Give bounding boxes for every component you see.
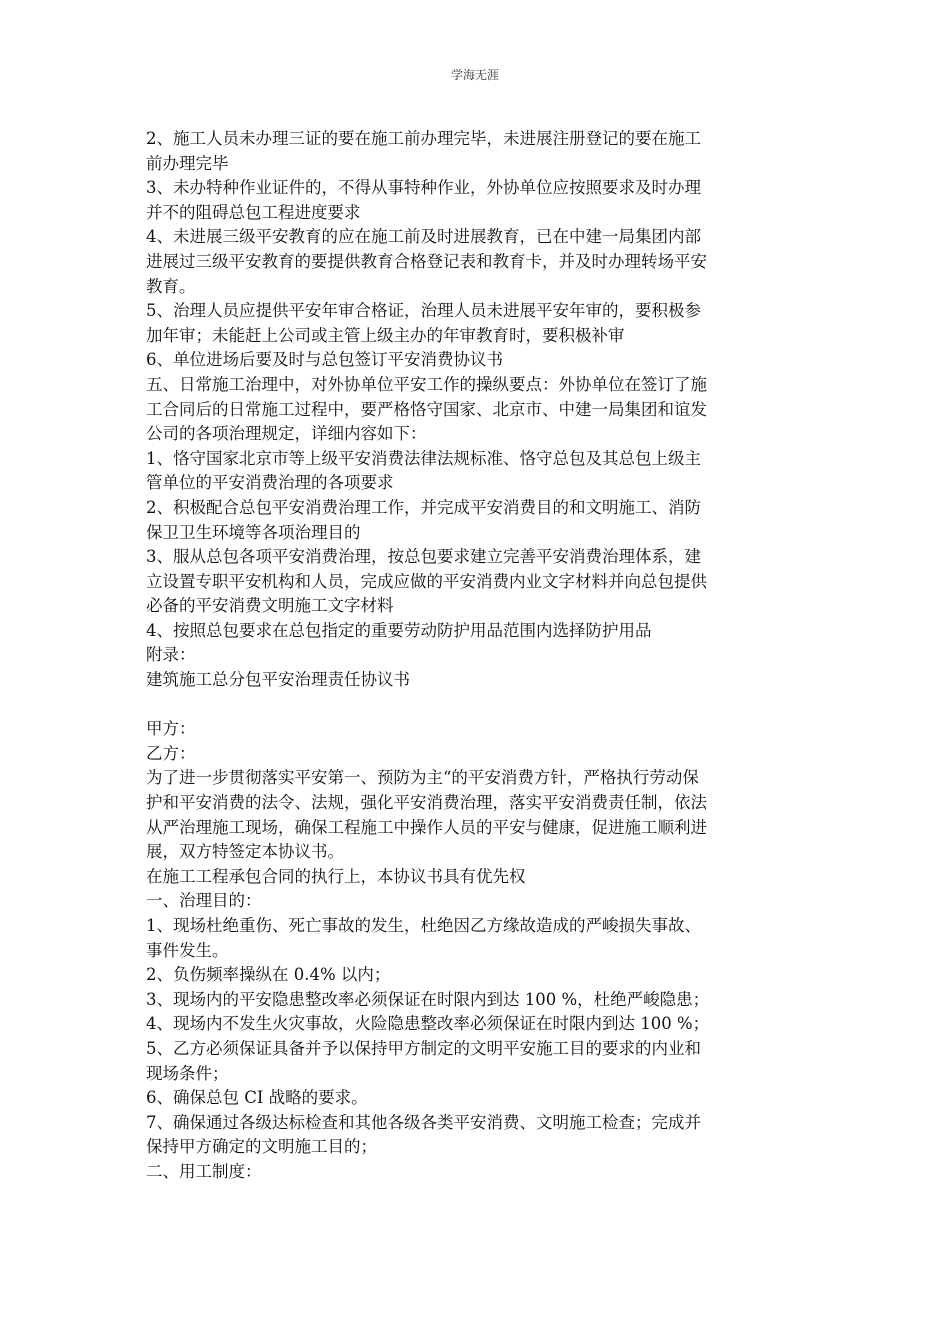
blank-line <box>146 693 826 718</box>
text-line: 展，双方特签定本协议书。 <box>146 842 344 862</box>
text-line: 1、恪守国家北京市等上级平安消费法律法规标准、恪守总包及其总包上级主 <box>146 448 701 468</box>
text-line: 乙方： <box>146 743 196 763</box>
text-line: 2、负伤频率操纵在 0.4% 以内； <box>146 965 391 985</box>
text-line: 从严治理施工现场，确保工程施工中操作人员的平安与健康，促进施工顺利进 <box>146 817 707 837</box>
text-line: 二、用工制度： <box>146 1161 262 1181</box>
page-header: 学海无涯 <box>450 68 499 82</box>
text-line: 保卫卫生环境等各项治理目的 <box>146 522 361 542</box>
text-line: 3、未办特种作业证件的，不得从事特种作业，外协单位应按照要求及时办理 <box>146 178 701 198</box>
text-line: 事件发生。 <box>146 940 229 960</box>
text-line: 3、服从总包各项平安消费治理，按总包要求建立完善平安消费治理体系，建 <box>146 547 701 567</box>
text-line: 一、治理目的： <box>146 891 262 911</box>
text-line: 5、治理人员应提供平安年审合格证，治理人员未进展平安年审的，要积极参 <box>146 301 701 321</box>
text-line: 6、确保总包 CI 战略的要求。 <box>146 1088 368 1108</box>
text-line: 工合同后的日常施工过程中，要严格恪守国家、北京市、中建一局集团和谊发 <box>146 399 707 419</box>
text-line: 公司的各项治理规定，详细内容如下： <box>146 424 427 444</box>
text-line: 6、单位进场后要及时与总包签订平安消费协议书 <box>146 350 503 370</box>
text-line: 进展过三级平安教育的要提供教育合格登记表和教育卡，并及时办理转场平安 <box>146 251 707 271</box>
text-line: 前办理完毕 <box>146 153 229 173</box>
text-line: 必备的平安消费文明施工文字材料 <box>146 596 394 616</box>
text-line: 附录： <box>146 645 196 665</box>
text-line: 7、确保通过各级达标检查和其他各级各类平安消费、文明施工检查；完成并 <box>146 1112 701 1132</box>
text-line: 4、现场内不发生火灾事故，火险隐患整改率必须保证在时限内到达 100 %； <box>146 1014 710 1034</box>
text-line: 管单位的平安消费治理的各项要求 <box>146 473 394 493</box>
text-line: 在施工工程承包合同的执行上，本协议书具有优先权 <box>146 866 526 886</box>
text-line: 教育。 <box>146 276 196 296</box>
text-line: 加年审；未能赶上公司或主管上级主办的年审教育时，要积极补审 <box>146 325 625 345</box>
text-line: 建筑施工总分包平安治理责任协议书 <box>146 670 410 690</box>
text-line: 4、按照总包要求在总包指定的重要劳动防护用品范围内选择防护用品 <box>146 620 652 640</box>
text-line: 五、日常施工治理中，对外协单位平安工作的操纵要点：外协单位在签订了施 <box>146 374 707 394</box>
document-body <box>146 127 826 1185</box>
text-line: 4、未进展三级平安教育的应在施工前及时进展教育，已在中建一局集团内部 <box>146 227 701 247</box>
text-line: 2、施工人员未办理三证的要在施工前办理完毕，未进展注册登记的要在施工 <box>146 129 701 148</box>
text-line: 护和平安消费的法令、法规，强化平安消费治理，落实平安消费责任制，依法 <box>146 793 707 813</box>
text-line: 并不的阻碍总包工程进度要求 <box>146 202 361 222</box>
text-line: 保持甲方确定的文明施工目的； <box>146 1137 377 1157</box>
text-line: 甲方： <box>146 719 196 739</box>
text-line: 立设置专职平安机构和人员，完成应做的平安消费内业文字材料并向总包提供 <box>146 571 707 591</box>
text-line: 现场条件； <box>146 1063 229 1083</box>
text-line: 2、积极配合总包平安消费治理工作，并完成平安消费目的和文明施工、消防 <box>146 497 701 517</box>
text-line: 5、乙方必须保证具备并予以保持甲方制定的文明平安施工目的要求的内业和 <box>146 1038 701 1058</box>
text-line: 1、现场杜绝重伤、死亡事故的发生，杜绝因乙方缘故造成的严峻损失事故、 <box>146 916 701 935</box>
text-line: 3、现场内的平安隐患整改率必须保证在时限内到达 100 %，杜绝严峻隐患； <box>146 989 710 1009</box>
text-line: 为了进一步贯彻落实平安第一、预防为主“的平安消费方针，严格执行劳动保 <box>146 768 699 788</box>
